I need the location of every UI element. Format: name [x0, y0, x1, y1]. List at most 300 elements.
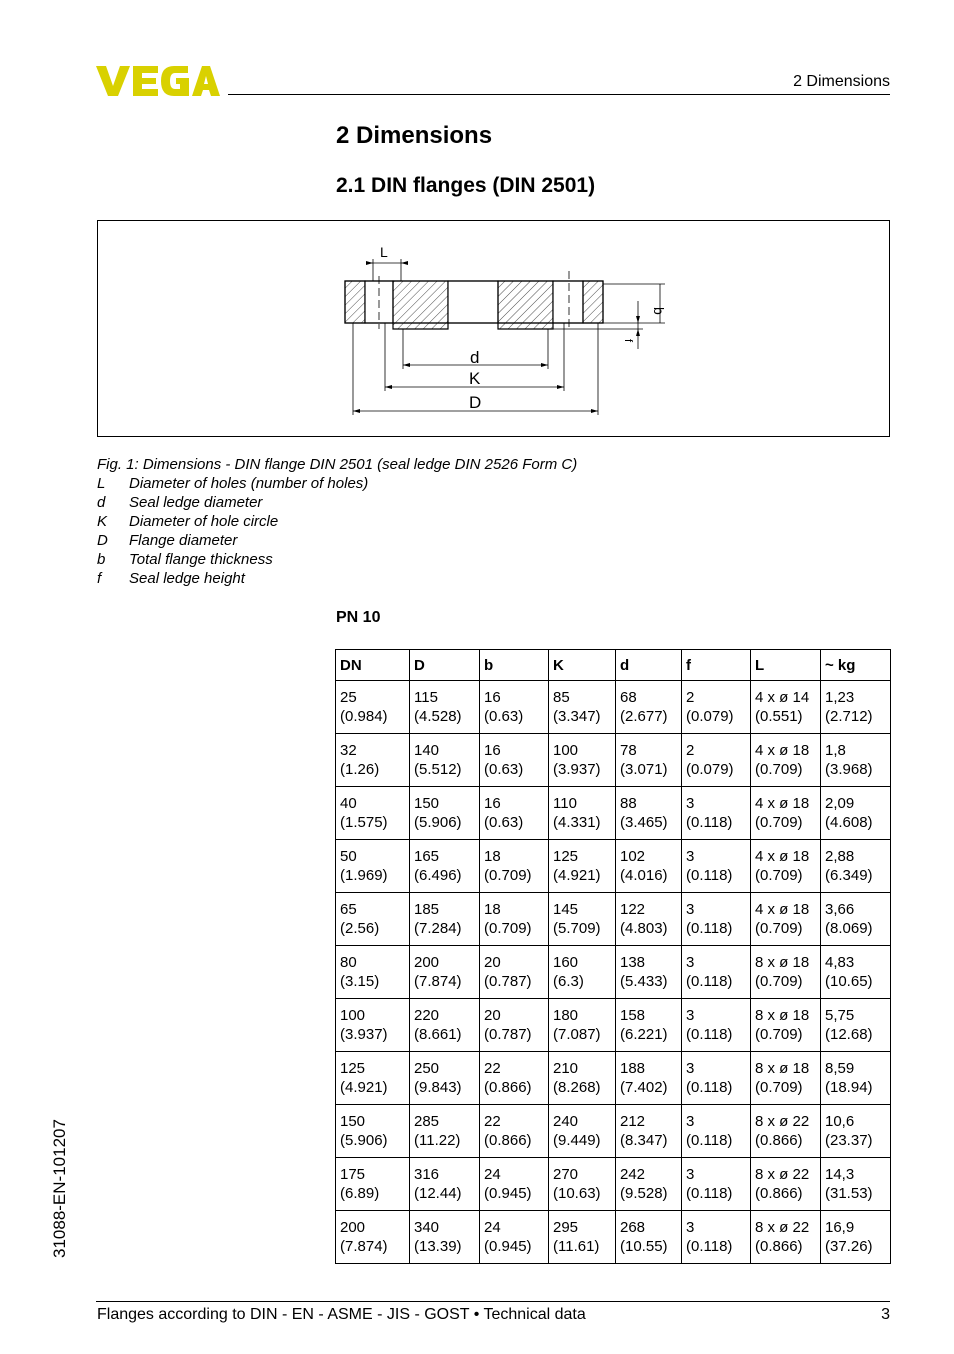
cell-value-inch: (3.071): [620, 761, 668, 778]
cell-value-mm: 8 x ø 22: [755, 1113, 810, 1130]
cell-value-inch: (3.15): [340, 973, 380, 990]
table-cell: [751, 787, 821, 840]
cell-value-mm: 22: [484, 1113, 501, 1130]
page-heading: 2 Dimensions: [336, 122, 493, 149]
cell-value-inch: (7.402): [620, 1079, 668, 1096]
table-cell: [549, 893, 616, 946]
cell-value-inch: (0.709): [755, 1026, 803, 1043]
table-cell: [336, 946, 410, 999]
table-cell: [751, 1052, 821, 1105]
table-cell: [410, 1211, 480, 1264]
cell-value-mm: 8 x ø 22: [755, 1166, 810, 1183]
cell-value-mm: 18: [484, 848, 501, 865]
cell-value-mm: 210: [553, 1060, 579, 1077]
cell-value-inch: (8.268): [553, 1079, 601, 1096]
cell-value-mm: 4 x ø 14: [755, 689, 810, 706]
cell-value-mm: 2: [686, 742, 695, 759]
cell-value-inch: (3.968): [825, 761, 873, 778]
table-cell: [751, 681, 821, 734]
table-cell: [682, 999, 751, 1052]
cell-value-inch: (0.866): [755, 1132, 803, 1149]
cell-value-mm: 78: [620, 742, 637, 759]
table-cell: [821, 893, 891, 946]
cell-value-mm: 50: [340, 848, 357, 865]
cell-value-inch: (3.937): [553, 761, 601, 778]
cell-value-inch: (0.709): [755, 920, 803, 937]
table-cell: [616, 787, 682, 840]
cell-value-inch: (11.22): [414, 1132, 461, 1149]
table-row: [336, 946, 891, 999]
cell-value-mm: 268: [620, 1219, 646, 1236]
table-cell: [336, 681, 410, 734]
label-L: L: [380, 244, 388, 260]
cell-value-mm: 85: [553, 689, 570, 706]
cell-value-inch: (0.079): [686, 761, 734, 778]
table-cell: [410, 1052, 480, 1105]
cell-value-inch: (7.874): [340, 1238, 388, 1255]
cell-value-inch: (0.787): [484, 973, 532, 990]
cell-value-inch: (4.608): [825, 814, 873, 831]
cell-value-inch: (0.709): [755, 1079, 803, 1096]
table-cell: [480, 999, 549, 1052]
cell-value-mm: 10,6: [825, 1113, 855, 1130]
cell-value-mm: 165: [414, 848, 440, 865]
cell-value-inch: (0.945): [484, 1185, 532, 1202]
cell-value-mm: 88: [620, 795, 637, 812]
table-cell: [682, 681, 751, 734]
table-row: [336, 1158, 891, 1211]
cell-value-mm: 16: [484, 689, 501, 706]
cell-value-inch: (3.937): [340, 1026, 388, 1043]
table-cell: [821, 1105, 891, 1158]
cell-value-inch: (4.016): [620, 867, 668, 884]
cell-value-inch: (0.866): [755, 1238, 803, 1255]
header-section-title: 2 Dimensions: [793, 73, 890, 90]
table-cell: [480, 787, 549, 840]
cell-value-inch: (0.118): [686, 920, 733, 937]
cell-value-mm: 4,83: [825, 954, 855, 971]
cell-value-mm: 200: [414, 954, 440, 971]
table-cell: [410, 946, 480, 999]
legend-item: L Diameter of holes (number of holes): [97, 475, 369, 492]
cell-value-inch: (6.221): [620, 1026, 668, 1043]
cell-value-inch: (6.89): [340, 1185, 380, 1202]
cell-value-mm: 3: [686, 1219, 695, 1236]
cell-value-inch: (9.528): [620, 1185, 668, 1202]
table-row: [336, 1105, 891, 1158]
cell-value-inch: (7.284): [414, 920, 462, 937]
label-K: K: [469, 369, 481, 388]
cell-value-inch: (37.26): [825, 1238, 873, 1255]
cell-value-mm: 3: [686, 1060, 695, 1077]
table-cell: [549, 681, 616, 734]
cell-value-inch: (5.512): [414, 761, 462, 778]
cell-value-mm: 122: [620, 901, 646, 918]
table-cell: [549, 787, 616, 840]
cell-value-inch: (0.118): [686, 1185, 733, 1202]
table-cell: [410, 787, 480, 840]
table-row: [336, 999, 891, 1052]
cell-value-mm: 32: [340, 742, 357, 759]
section-heading: 2.1 DIN flanges (DIN 2501): [336, 174, 596, 197]
table-cell: [410, 840, 480, 893]
table-cell: [682, 1105, 751, 1158]
cell-value-inch: (1.575): [340, 814, 388, 831]
cell-value-mm: 340: [414, 1219, 440, 1236]
table-cell: [821, 787, 891, 840]
cell-value-inch: (10.55): [620, 1238, 668, 1255]
cell-value-mm: 2,09: [825, 795, 855, 812]
table-cell: [480, 1211, 549, 1264]
table-cell: [616, 681, 682, 734]
table-cell: [821, 734, 891, 787]
cell-value-inch: (6.349): [825, 867, 873, 884]
cell-value-mm: 3: [686, 1007, 695, 1024]
cell-value-mm: 3: [686, 1166, 695, 1183]
table-header-cell: K: [549, 650, 616, 681]
cell-value-mm: 220: [414, 1007, 440, 1024]
table-header-cell: L: [751, 650, 821, 681]
cell-value-mm: 100: [340, 1007, 366, 1024]
cell-value-inch: (0.079): [686, 708, 734, 725]
table-cell: [616, 999, 682, 1052]
legend-item: d Seal ledge diameter: [97, 494, 263, 511]
cell-value-mm: 3: [686, 901, 695, 918]
cell-value-mm: 8 x ø 18: [755, 1007, 810, 1024]
cell-value-inch: (11.61): [553, 1238, 600, 1255]
cell-value-mm: 1,8: [825, 742, 846, 759]
cell-value-inch: (5.709): [553, 920, 601, 937]
cell-value-mm: 3: [686, 1113, 695, 1130]
table-cell: [410, 681, 480, 734]
cell-value-mm: 180: [553, 1007, 579, 1024]
table-header-cell: f: [682, 650, 751, 681]
table-cell: [751, 893, 821, 946]
table-cell: [549, 1158, 616, 1211]
dimensions-table: [335, 649, 891, 1264]
cell-value-inch: (0.118): [686, 1238, 733, 1255]
cell-value-mm: 150: [414, 795, 440, 812]
table-cell: [336, 840, 410, 893]
table-cell: [480, 1052, 549, 1105]
table-cell: [751, 1105, 821, 1158]
cell-value-inch: (0.709): [755, 761, 803, 778]
cell-value-inch: (0.709): [755, 814, 803, 831]
table-cell: [682, 734, 751, 787]
cell-value-mm: 24: [484, 1166, 501, 1183]
cell-value-inch: (0.787): [484, 1026, 532, 1043]
table-cell: [751, 1158, 821, 1211]
label-D: D: [469, 393, 482, 412]
cell-value-mm: 175: [340, 1166, 366, 1183]
table-row: [336, 893, 891, 946]
cell-value-inch: (0.709): [755, 973, 803, 990]
cell-value-mm: 212: [620, 1113, 646, 1130]
cell-value-inch: (5.433): [620, 973, 668, 990]
table-cell: [549, 1211, 616, 1264]
cell-value-inch: (13.39): [414, 1238, 462, 1255]
cell-value-mm: 8 x ø 18: [755, 1060, 810, 1077]
cell-value-inch: (5.906): [414, 814, 462, 831]
cell-value-inch: (0.551): [755, 708, 803, 725]
table-title: PN 10: [336, 609, 381, 626]
cell-value-mm: 3: [686, 954, 695, 971]
flange-drawing: [98, 221, 889, 436]
table-cell: [821, 946, 891, 999]
cell-value-inch: (8.069): [825, 920, 873, 937]
table-cell: [616, 946, 682, 999]
table-cell: [549, 946, 616, 999]
cell-value-mm: 240: [553, 1113, 579, 1130]
cell-value-mm: 110: [553, 795, 577, 812]
table-cell: [480, 1158, 549, 1211]
cell-value-mm: 145: [553, 901, 579, 918]
cell-value-mm: 3: [686, 795, 695, 812]
cell-value-inch: (31.53): [825, 1185, 873, 1202]
legend-item: b Total flange thickness: [97, 551, 273, 568]
cell-value-inch: (0.63): [484, 708, 524, 725]
cell-value-mm: 68: [620, 689, 637, 706]
label-f: f: [622, 339, 634, 343]
table-cell: [480, 1105, 549, 1158]
table-cell: [549, 999, 616, 1052]
cell-value-inch: (0.709): [484, 867, 532, 884]
cell-value-inch: (6.496): [414, 867, 462, 884]
cell-value-inch: (7.874): [414, 973, 462, 990]
cell-value-inch: (10.65): [825, 973, 873, 990]
cell-value-inch: (0.118): [686, 814, 733, 831]
table-cell: [751, 946, 821, 999]
table-cell: [336, 999, 410, 1052]
table-cell: [616, 1158, 682, 1211]
cell-value-inch: (0.118): [686, 867, 733, 884]
table-cell: [549, 1105, 616, 1158]
cell-value-mm: 138: [620, 954, 646, 971]
cell-value-mm: 285: [414, 1113, 440, 1130]
table-cell: [549, 840, 616, 893]
table-cell: [410, 1158, 480, 1211]
table-row: [336, 1211, 891, 1264]
cell-value-mm: 4 x ø 18: [755, 742, 810, 759]
table-cell: [821, 840, 891, 893]
table-cell: [336, 893, 410, 946]
cell-value-inch: (4.921): [553, 867, 601, 884]
cell-value-inch: (2.712): [825, 708, 873, 725]
table-cell: [480, 893, 549, 946]
table-cell: [616, 734, 682, 787]
cell-value-inch: (9.843): [414, 1079, 462, 1096]
table-header-cell: DN: [336, 650, 410, 681]
page-number: 3: [881, 1306, 890, 1323]
cell-value-inch: (4.331): [553, 814, 601, 831]
table-cell: [480, 840, 549, 893]
cell-value-inch: (2.677): [620, 708, 668, 725]
cell-value-mm: 18: [484, 901, 501, 918]
table-header-cell: D: [410, 650, 480, 681]
cell-value-mm: 270: [553, 1166, 579, 1183]
cell-value-mm: 316: [414, 1166, 440, 1183]
cell-value-inch: (1.26): [340, 761, 380, 778]
table-cell: [616, 1211, 682, 1264]
table-cell: [751, 999, 821, 1052]
cell-value-inch: (3.465): [620, 814, 668, 831]
cell-value-mm: 100: [553, 742, 579, 759]
cell-value-inch: (0.866): [755, 1185, 803, 1202]
cell-value-inch: (0.709): [484, 920, 532, 937]
table-cell: [410, 1105, 480, 1158]
cell-value-inch: (4.803): [620, 920, 668, 937]
table-cell: [480, 734, 549, 787]
table-header-cell: ~ kg: [821, 650, 891, 681]
cell-value-inch: (12.44): [414, 1185, 462, 1202]
table-cell: [410, 999, 480, 1052]
table-cell: [751, 1211, 821, 1264]
cell-value-mm: 2,88: [825, 848, 855, 865]
cell-value-mm: 16,9: [825, 1219, 855, 1236]
table-cell: [821, 1158, 891, 1211]
cell-value-inch: (23.37): [825, 1132, 873, 1149]
table-cell: [410, 734, 480, 787]
label-d: d: [470, 348, 480, 367]
table-cell: [480, 681, 549, 734]
table-cell: [616, 893, 682, 946]
cell-value-inch: (4.528): [414, 708, 462, 725]
table-cell: [480, 946, 549, 999]
table-cell: [336, 734, 410, 787]
legend-item: f Seal ledge height: [97, 570, 245, 587]
cell-value-mm: 115: [414, 689, 438, 706]
cell-value-mm: 160: [553, 954, 579, 971]
cell-value-mm: 24: [484, 1219, 501, 1236]
table-row: [336, 1052, 891, 1105]
footer-text: Flanges according to DIN - EN - ASME - JIS - GOST • Technical data: [97, 1306, 586, 1323]
flange-cross-section: [345, 281, 603, 329]
cell-value-inch: (10.63): [553, 1185, 601, 1202]
cell-value-inch: (0.118): [686, 1026, 733, 1043]
table-cell: [336, 1105, 410, 1158]
cell-value-mm: 65: [340, 901, 357, 918]
figure-legend: [97, 474, 368, 588]
cell-value-mm: 295: [553, 1219, 579, 1236]
cell-value-inch: (3.347): [553, 708, 601, 725]
table-cell: [751, 734, 821, 787]
table-cell: [616, 840, 682, 893]
cell-value-inch: (2.56): [340, 920, 380, 937]
table-cell: [549, 1052, 616, 1105]
table-cell: [821, 999, 891, 1052]
table-cell: [682, 840, 751, 893]
legend-item: D Flange diameter: [97, 532, 238, 549]
cell-value-mm: 4 x ø 18: [755, 848, 810, 865]
cell-value-inch: (8.347): [620, 1132, 668, 1149]
cell-value-inch: (0.945): [484, 1238, 532, 1255]
cell-value-inch: (0.118): [686, 1132, 733, 1149]
table-header-cell: b: [480, 650, 549, 681]
cell-value-mm: 1,23: [825, 689, 855, 706]
cell-value-inch: (5.906): [340, 1132, 388, 1149]
table-row: [336, 840, 891, 893]
cell-value-mm: 150: [340, 1113, 366, 1130]
cell-value-mm: 16: [484, 795, 501, 812]
cell-value-inch: (8.661): [414, 1026, 462, 1043]
cell-value-mm: 140: [414, 742, 440, 759]
cell-value-mm: 2: [686, 689, 695, 706]
cell-value-mm: 20: [484, 1007, 501, 1024]
flange-drawing-figure: [97, 220, 890, 437]
table-header-row: [336, 650, 891, 681]
table-cell: [336, 787, 410, 840]
label-b: b: [651, 307, 667, 315]
cell-value-inch: (18.94): [825, 1079, 873, 1096]
table-cell: [549, 734, 616, 787]
cell-value-mm: 8 x ø 18: [755, 954, 810, 971]
table-cell: [616, 1105, 682, 1158]
cell-value-mm: 5,75: [825, 1007, 855, 1024]
table-cell: [682, 1052, 751, 1105]
cell-value-mm: 242: [620, 1166, 646, 1183]
document-code: 31088-EN-101207: [50, 1119, 69, 1258]
cell-value-inch: (12.68): [825, 1026, 873, 1043]
table-row: [336, 681, 891, 734]
header-rule: [228, 94, 890, 95]
table-cell: [336, 1158, 410, 1211]
table-cell: [410, 893, 480, 946]
cell-value-inch: (4.921): [340, 1079, 388, 1096]
table-cell: [336, 1211, 410, 1264]
figure-caption: Fig. 1: Dimensions - DIN flange DIN 2501 (seal ledge DIN 2526 Form C): [97, 456, 578, 473]
legend-item: K Diameter of hole circle: [97, 513, 279, 530]
table-cell: [751, 840, 821, 893]
cell-value-mm: 80: [340, 954, 357, 971]
cell-value-mm: 102: [620, 848, 646, 865]
table-row: [336, 734, 891, 787]
cell-value-mm: 3,66: [825, 901, 855, 918]
cell-value-mm: 158: [620, 1007, 646, 1024]
cell-value-mm: 40: [340, 795, 357, 812]
cell-value-mm: 188: [620, 1060, 646, 1077]
cell-value-mm: 125: [553, 848, 579, 865]
cell-value-inch: (0.118): [686, 973, 733, 990]
table-cell: [336, 1052, 410, 1105]
cell-value-inch: (7.087): [553, 1026, 601, 1043]
cell-value-inch: (6.3): [553, 973, 584, 990]
cell-value-inch: (1.969): [340, 867, 388, 884]
cell-value-mm: 4 x ø 18: [755, 901, 810, 918]
cell-value-mm: 25: [340, 689, 357, 706]
cell-value-inch: (0.709): [755, 867, 803, 884]
cell-value-inch: (9.449): [553, 1132, 601, 1149]
footer-rule: [96, 1301, 890, 1302]
table-cell: [682, 1211, 751, 1264]
cell-value-mm: 8 x ø 22: [755, 1219, 810, 1236]
table-cell: [616, 1052, 682, 1105]
table-cell: [821, 681, 891, 734]
cell-value-inch: (0.63): [484, 761, 524, 778]
vega-logo: [96, 64, 220, 98]
cell-value-mm: 185: [414, 901, 440, 918]
cell-value-inch: (0.118): [686, 1079, 733, 1096]
cell-value-mm: 200: [340, 1219, 366, 1236]
cell-value-mm: 16: [484, 742, 501, 759]
table-header-cell: d: [616, 650, 682, 681]
cell-value-inch: (0.866): [484, 1079, 532, 1096]
table-cell: [682, 946, 751, 999]
table-cell: [682, 1158, 751, 1211]
table-cell: [682, 893, 751, 946]
table-cell: [682, 787, 751, 840]
cell-value-mm: 22: [484, 1060, 501, 1077]
table-row: [336, 787, 891, 840]
